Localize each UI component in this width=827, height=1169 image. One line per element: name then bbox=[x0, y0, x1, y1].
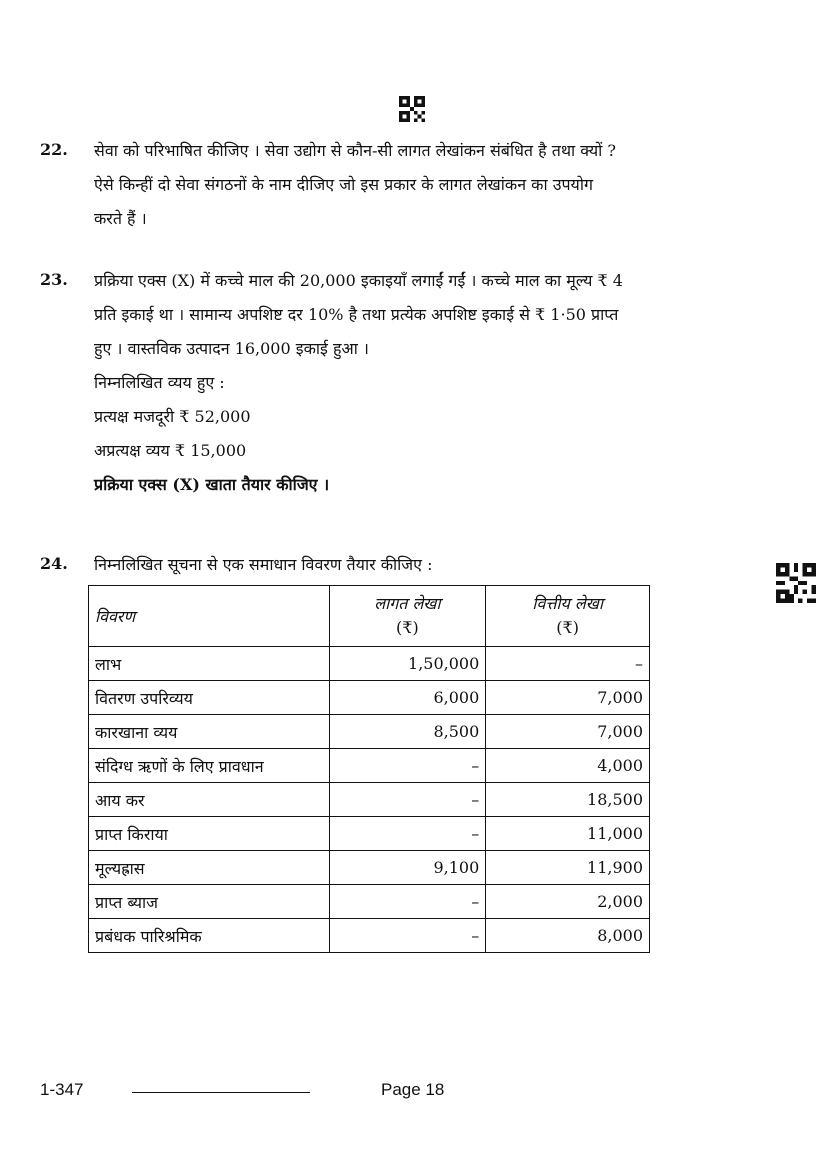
question-23-line: प्रक्रिया एक्स (X) में कच्चे माल की 20,000 इकाइयाँ लगाईं गईं । कच्चे माल का मूल्य ₹ 4 bbox=[94, 271, 623, 290]
question-23-text bbox=[94, 264, 744, 502]
question-23-line: निम्नलिखित व्यय हुए : bbox=[94, 373, 225, 392]
qr-code-side bbox=[776, 563, 816, 603]
row-cost-value: 6,000 bbox=[329, 681, 486, 715]
table-row bbox=[89, 715, 650, 749]
row-particular: मूल्यह्रास bbox=[89, 851, 330, 885]
question-22-line: सेवा को परिभाषित कीजिए । सेवा उद्योग से कौन-सी लागत लेखांकन संबंधित है तथा क्यों ? bbox=[94, 141, 616, 160]
table-row bbox=[89, 681, 650, 715]
header-cost-accounts bbox=[329, 586, 486, 647]
question-24-text bbox=[94, 548, 433, 582]
question-22-text bbox=[94, 134, 744, 236]
question-23-line: अप्रत्यक्ष व्यय ₹ 15,000 bbox=[94, 441, 247, 460]
question-22-line: ऐसे किन्हीं दो सेवा संगठनों के नाम दीजिए जो इस प्रकार के लागत लेखांकन का उपयोग bbox=[94, 175, 593, 194]
table-row bbox=[89, 851, 650, 885]
question-24-line: निम्नलिखित सूचना से एक समाधान विवरण तैयार कीजिए : bbox=[94, 555, 433, 574]
row-cost-value: – bbox=[329, 783, 486, 817]
row-particular: वितरण उपरिव्यय bbox=[89, 681, 330, 715]
header-financial-accounts bbox=[486, 586, 650, 647]
table-row bbox=[89, 817, 650, 851]
row-cost-value: – bbox=[329, 885, 486, 919]
row-financial-value: 7,000 bbox=[486, 681, 650, 715]
header-particulars: विवरण bbox=[89, 586, 330, 647]
table-row bbox=[89, 885, 650, 919]
table-row bbox=[89, 647, 650, 681]
row-financial-value: 11,900 bbox=[486, 851, 650, 885]
question-23-line: हुए । वास्तविक उत्पादन 16,000 इकाई हुआ । bbox=[94, 339, 369, 358]
footer-divider bbox=[132, 1092, 310, 1093]
row-cost-value: 1,50,000 bbox=[329, 647, 486, 681]
question-number-23: 23. bbox=[40, 270, 68, 289]
row-particular: कारखाना व्यय bbox=[89, 715, 330, 749]
question-23-line: प्रति इकाई था । सामान्य अपशिष्ट दर 10% है तथा प्रत्येक अपशिष्ट इकाई से ₹ 1·50 प्राप्त bbox=[94, 305, 619, 324]
row-cost-value: 8,500 bbox=[329, 715, 486, 749]
question-number-22: 22. bbox=[40, 140, 68, 159]
row-financial-value: 7,000 bbox=[486, 715, 650, 749]
row-financial-value: 18,500 bbox=[486, 783, 650, 817]
table-row bbox=[89, 919, 650, 953]
row-particular: लाभ bbox=[89, 647, 330, 681]
table-header-row bbox=[89, 586, 650, 647]
header-cost-currency: (₹) bbox=[396, 618, 419, 637]
question-22-line: करते हैं । bbox=[94, 209, 147, 228]
row-financial-value: 4,000 bbox=[486, 749, 650, 783]
question-number-24: 24. bbox=[40, 554, 68, 573]
row-cost-value: – bbox=[329, 919, 486, 953]
table-row bbox=[89, 749, 650, 783]
header-financial-currency: (₹) bbox=[556, 618, 579, 637]
row-financial-value: 11,000 bbox=[486, 817, 650, 851]
row-cost-value: – bbox=[329, 749, 486, 783]
row-particular: प्रबंधक पारिश्रमिक bbox=[89, 919, 330, 953]
row-financial-value: 2,000 bbox=[486, 885, 650, 919]
row-particular: आय कर bbox=[89, 783, 330, 817]
header-financial-label: वित्तीय लेखा bbox=[532, 594, 603, 613]
row-particular: संदिग्ध ऋणों के लिए प्रावधान bbox=[89, 749, 330, 783]
row-particular: प्राप्त किराया bbox=[89, 817, 330, 851]
header-cost-label: लागत लेखा bbox=[374, 594, 441, 613]
qr-code-top bbox=[398, 96, 426, 122]
row-cost-value: – bbox=[329, 817, 486, 851]
page-number: Page 18 bbox=[381, 1080, 445, 1099]
table-row bbox=[89, 783, 650, 817]
reconciliation-table bbox=[88, 585, 650, 953]
row-particular: प्राप्त ब्याज bbox=[89, 885, 330, 919]
question-23-line: प्रत्यक्ष मजदूरी ₹ 52,000 bbox=[94, 407, 251, 426]
question-23-instruction: प्रक्रिया एक्स (X) खाता तैयार कीजिए । bbox=[94, 475, 330, 494]
row-financial-value: – bbox=[486, 647, 650, 681]
paper-code: 1-347 bbox=[40, 1080, 84, 1099]
row-cost-value: 9,100 bbox=[329, 851, 486, 885]
row-financial-value: 8,000 bbox=[486, 919, 650, 953]
